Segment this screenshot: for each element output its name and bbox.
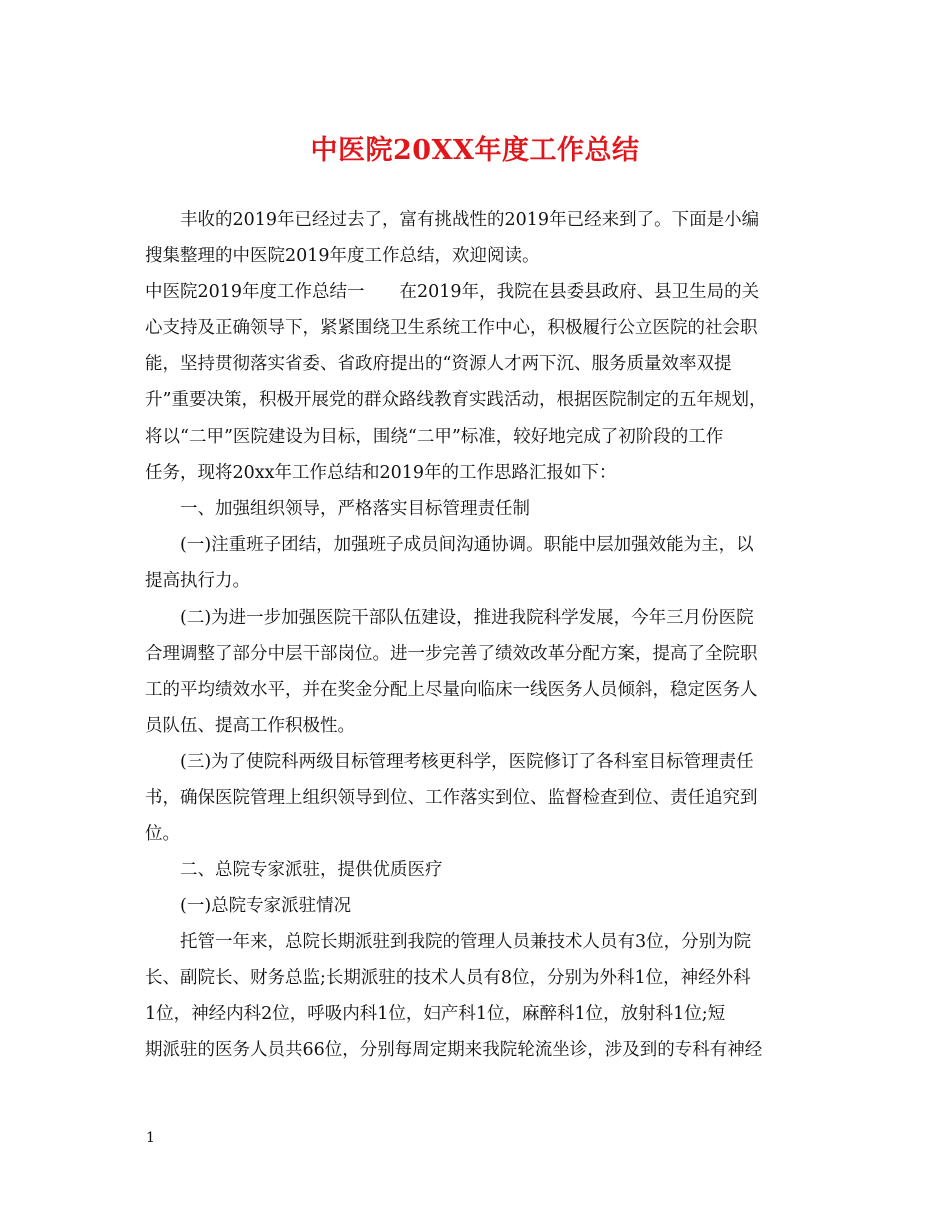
paragraph-line: (二)为进一步加强医院干部队伍建设，推进我院科学发展，今年三月份医院 (180, 608, 754, 628)
paragraph-line: 丰收的2019年已经过去了，富有挑战性的2019年已经来到了。下面是小编 (180, 210, 760, 230)
paragraph-line: 员队伍、提高工作积极性。 (145, 716, 355, 736)
document-title: 中医院20XX年度工作总结 (310, 135, 640, 166)
subsection-heading: (一)总院专家派驻情况 (180, 896, 352, 916)
paragraph-line: 搜集整理的中医院2019年度工作总结，欢迎阅读。 (145, 246, 540, 266)
paragraph-line: 托管一年来，总院长期派驻到我院的管理人员兼技术人员有3位，分别为院 (180, 932, 752, 952)
paragraph-line: 位。 (145, 824, 180, 844)
paragraph-line: 提高执行力。 (145, 571, 250, 591)
paragraph-line: 能，坚持贯彻落实省委、省政府提出的“资源人才两下沉、服务质量效率双提 (145, 354, 732, 374)
paragraph-line: 合理调整了部分中层干部岗位。进一步完善了绩效改革分配方案，提高了全院职 (145, 644, 758, 664)
paragraph-line: (三)为了使院科两级目标管理考核更科学，医院修订了各科室目标管理责任 (180, 752, 754, 772)
paragraph-line: 书，确保医院管理上组织领导到位、工作落实到位、监督检查到位、责任追究到 (145, 788, 758, 808)
paragraph-line: 将以“二甲”医院建设为目标，围绕“二甲”标准，较好地完成了初阶段的工作 (145, 427, 724, 447)
paragraph-line: 工的平均绩效水平，并在奖金分配上尽量向临床一线医务人员倾斜，稳定医务人 (145, 680, 758, 700)
page-number: 1 (146, 1130, 155, 1146)
paragraph-line: 心支持及正确领导下，紧紧围绕卫生系统工作中心，积极履行公立医院的社会职 (145, 318, 758, 338)
paragraph-line: (一)注重班子团结，加强班子成员间沟通协调。职能中层加强效能为主，以 (180, 535, 754, 555)
paragraph-line: 中医院2019年度工作总结一 在2019年，我院在县委县政府、县卫生局的关 (145, 282, 760, 302)
paragraph-line: 升”重要决策，积极开展党的群众路线教育实践活动，根据医院制定的五年规划， (145, 390, 767, 410)
paragraph-line: 期派驻的医务人员共66位，分别每周定期来我院轮流坐诊，涉及到的专科有神经 (145, 1040, 763, 1060)
section-heading: 一、加强组织领导，严格落实目标管理责任制 (180, 499, 530, 519)
paragraph-line: 任务，现将20xx年工作总结和2019年的工作思路汇报如下： (145, 463, 617, 483)
paragraph-line: 长、副院长、财务总监;长期派驻的技术人员有8位，分别为外科1位，神经外科 (145, 968, 751, 988)
paragraph-line: 1位，神经内科2位，呼吸内科1位，妇产科1位，麻醉科1位，放射科1位;短 (145, 1004, 726, 1024)
section-heading: 二、总院专家派驻，提供优质医疗 (180, 860, 443, 880)
